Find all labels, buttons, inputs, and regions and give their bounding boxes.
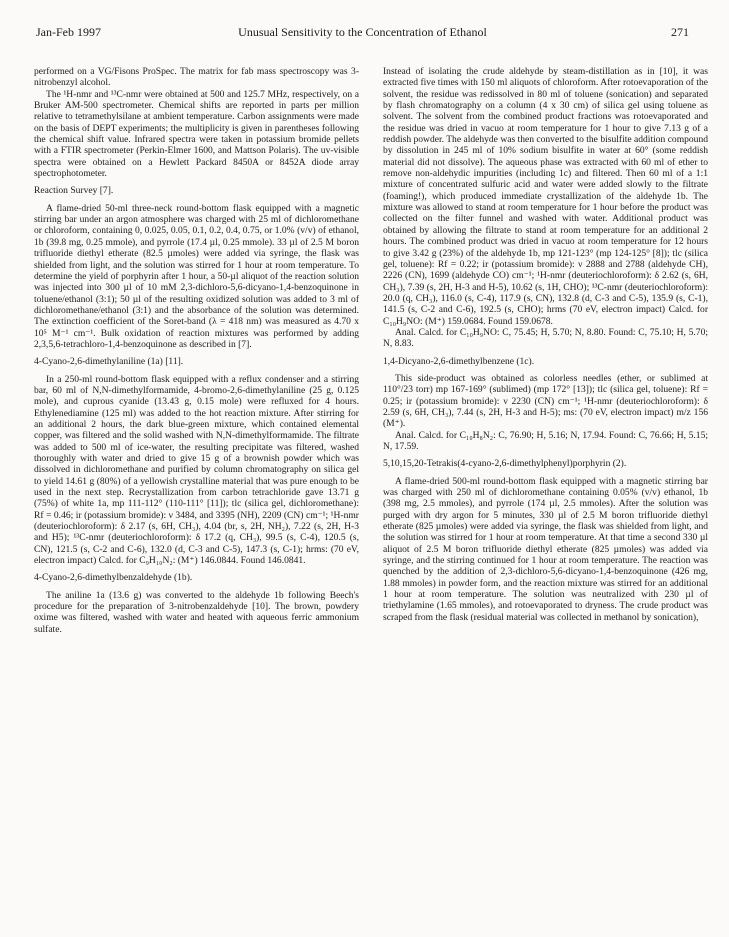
running-header [36, 25, 689, 41]
paragraph: Anal. Calcd. for C₁₀H₉NO: C, 75.45; H, 5.70; N, 8.80. Found: C, 75.10; H, 5.70; N, 8.83. [383, 326, 708, 350]
page-number: 271 [671, 25, 689, 39]
paragraph: Instead of isolating the crude aldehyde by steam-distillation as in [10], it was extracted five times with 150 ml aliquots of chloroform. After rotoevaporation of the solvent, the residue was redissolved in 80 ml of toluene (sonication) and separated by flash chromatography on a column (4 x 30 cm) of silica gel using toluene as solvent. The solvent from the combined product fractions was rotoevaporated and the residue was dried in vacuo at room temperature for 1 hour to give 7.13 g of a reddish powder. The aldehyde was then converted to the bisulfite addition compound by dissolution in 245 ml of 10% sodium bisulfite in water at 60° (some reddish material did not dissolve). The aqueous phase was extracted with 60 ml of ether to remove non-aldehydic impurities (including 1c) and filtered. Then 60 ml of a 1:1 mixture of concentrated sulfuric acid and water were added slowly to the filtrate (foaming!), which produced immediate crystallization of the aldehyde 1b. The mixture was allowed to stand at room temperature for 1 hour before the product was collected on the filter funnel and washed with water. Additional product was obtained by allowing the filtrate to stand at room temperature for an additional 2 hours. The combined product was dried in vacuo at room temperature for 12 hours to give 3.42 g (23%) of the aldehyde 1b, mp 121-123° (mp 124-125° [8]); tlc (silica gel, toluene): Rf = 0.22; ir (potassium bromide): ν 2888 and 2788 (aldehyde CH), 2226 (CN), 1699 (aldehyde CO) cm⁻¹; ¹H-nmr (deuteriochloroform): δ 2.62 (s, 6H, CH₃), 7.39 (s, 2H, H-3 and H-5), 10.62 (s, 1H, CHO); ¹³C-nmr (deuteriochloroform): 20.0 (q, CH₃), 116.0 (s, C-4), 117.9 (s, CN), 132.8 (d, C-3 and C-5), 135.9 (s, C-1), 141.5 (s, C-2 and C-6), 192.5 (s, CHO); hrms (70 eV, electron impact) Calcd. for C₁₀H₉NO: (M⁺) 159.0684. Found 159.0678. [383, 66, 708, 327]
header-title: Unusual Sensitivity to the Concentration of Ethanol [238, 25, 487, 39]
paragraph: A flame-dried 500-ml round-bottom flask equipped with a magnetic stirring bar was charged with 250 ml of dichloromethane containing 0.05% (v/v) ethanol, 1b (398 mg, 2.5 mmoles), and pyrrole (174 µl, 2.5 mmoles). After the solution was purged with dry argon for 5 minutes, 330 µl of 2.5 M boron trifluoride diethyl etherate (825 µmoles) were added via syringe, the flask was shielded from light, and the solution was stirred for 1 hour at room temperature. At that time a second 330 µl aliquot of 2.5 M boron trifluoride diethyl etherate (825 µmoles) was added via syringe, and the stirring continued for 1 hour at room temperature. The reaction was quenched by the addition of 2,3-dichloro-5,6-dicyano-1,4-benzoquinone (426 mg, 1.88 mmoles) in powder form, and the reaction mixture was stirred for an additional 1 hour at room temperature. The solution was neutralized with 230 µl of triethylamine (1.65 mmoles), and rotoevaporated to dryness. The crude product was scraped from the flask (residual material was collected in methanol by sonication), [383, 475, 708, 623]
header-date: Jan-Feb 1997 [36, 25, 101, 39]
paragraph: In a 250-ml round-bottom flask equipped with a reflux condenser and a stirring bar, 60 ml of N,N-dimethylformamide, 4-bromo-2,6-dimethylaniline (25 g, 0.125 mole), and cuprous cyanide (13.43 g, 0.15 mole) were refluxed for 4 hours. Ethylenediamine (125 ml) was added to the hot reaction mixture. After stirring for an additional 2 hours, the dark blue-green mixture, which contained elemental copper, was filtered and the solid washed with N,N-dimethylformamide. The filtrate was added to 500 ml of ice-water, the resulting precipitate was filtered, washed thoroughly with water and dried to give 15 g of a brownish powder which was dissolved in dichloromethane and purified by column chromatography on silica gel to yield 14.61 g (80%) of a yellowish crystalline material that was pure enough to be used in the next step. Recrystallization from carbon tetrachloride gave 13.71 g (75%) of white 1a, mp 111-112° (110-111° [11]); tlc (silica gel, dichloromethane): Rf = 0.46; ir (potassium bromide): ν 3484, and 3395 (NH), 2209 (CN) cm⁻¹; ¹H-nmr (deuteriochloroform): δ 2.17 (s, 6H, CH₃), 4.04 (br, s, 2H, NH₂), 7.22 (s, 2H, H-3 and H5); ¹³C-nmr (deuteriochloroform): δ 17.2 (q, CH₃), 99.5 (s, C-4), 120.5 (s, CN), 121.5 (s, C-2 and C-6), 132.0 (d, C-3 and C-5), 147.3 (s, C-1); hrms: (70 eV, electron impact) Calcd. for C₉H₁₀N₂: (M⁺) 146.0844. Found 146.0841. [34, 373, 359, 567]
paragraph: Anal. Calcd. for C₁₀H₈N₂: C, 76.90; H, 5.16; N, 17.94. Found: C, 76.66; H, 5.15; N, 17.59. [383, 429, 708, 452]
section-heading: Reaction Survey [7]. [34, 185, 114, 197]
right-column [383, 66, 708, 623]
section-heading: 1,4-Dicyano-2,6-dimethylbenzene (1c). [383, 355, 535, 367]
section-heading: 4-Cyano-2,6-dimethylbenzaldehyde (1b). [34, 572, 193, 584]
paragraph: The ¹H-nmr and ¹³C-nmr were obtained at 500 and 125.7 MHz, respectively, on a Bruker AM-500 spectrometer. Chemical shifts are reported in parts per million relative to tetramethylsilane at ambient temperature. Carbon assignments were made on the basis of DEPT experiments; the multiplicity is given in parentheses following the chemical shift value. Infrared spectra were taken in potassium bromide pellets with a FTIR spectrometer (Perkin-Elmer 1600, and Mattson Polaris). The uv-visible spectra were obtained on a Hewlett Packard 8450A or 8452A diode array spectrophotometer. [34, 88, 359, 180]
paragraph: performed on a VG/Fisons ProSpec. The matrix for fab mass spectroscopy was 3-nitrobenzyl alcohol. [34, 66, 359, 89]
paragraph: This side-product was obtained as colorless needles (ether, or sublimed at 110°/23 torr) mp 167-169° (sublimed) (mp 172° [13]); tlc (silica gel, toluene): Rf = 0.25; ir (potassium bromide): ν 2230 (CN) cm⁻¹; ¹H-nmr (deuteriochloroform): δ 2.59 (s, 6H, CH₃), 7.44 (s, 2H, H-3 and H-5); ms: (70 eV, electron impact) m/z 156 (M⁺). [383, 372, 708, 430]
section-heading: 5,10,15,20-Tetrakis(4-cyano-2,6-dimethylphenyl)porphyrin (2). [383, 458, 627, 470]
paragraph: The aniline 1a (13.6 g) was converted to the aldehyde 1b following Beech's procedure for the preparation of 3-nitrobenzaldehyde [10]. The brown, powdery oxime was filtered, washed with water and heated with aqueous ferric ammonium sulfate. [34, 589, 359, 635]
section-heading: 4-Cyano-2,6-dimethylaniline (1a) [11]. [34, 356, 184, 368]
paragraph: A flame-dried 50-ml three-neck round-bottom flask equipped with a magnetic stirring bar under an argon atmosphere was charged with 25 ml of dichloromethane or chloroform, containing 0, 0.025, 0.05, 0.1, 0.2, 0.4, 0.75, or 1.0% (v/v) of ethanol, 1b (39.8 mg, 0.25 mmole), and pyrrole (17.4 µl, 0.25 mmole). 33 µl of 2.5 M boron trifluoride diethyl etherate (82.5 µmoles) were added via syringe, the flask was shielded from light, and the solution was stirred for 1 hour at room temperature. To determine the yield of porphyrin after 1 hour, a 50-µl aliquot of the reaction solution was injected into 300 µl of 10 mM 2,3-dichloro-5,6-dicyano-1,4-benzoquinone in toluene/ethanol (3:1); 50 µl of the resulting oxidized solution was added to 3 ml of dichloromethane/ethanol (3:1) and the absorbance of the solution was determined. The extinction coefficient of the Soret-band (λ = 418 nm) was measured as 4.70 x 10⁵ M⁻¹ cm⁻¹. Bulk oxidation of reaction mixtures was performed by adding 2,3,5,6-tetrachloro-1,4-benzoquinone as described in [7]. [34, 202, 359, 350]
left-column [34, 66, 359, 635]
